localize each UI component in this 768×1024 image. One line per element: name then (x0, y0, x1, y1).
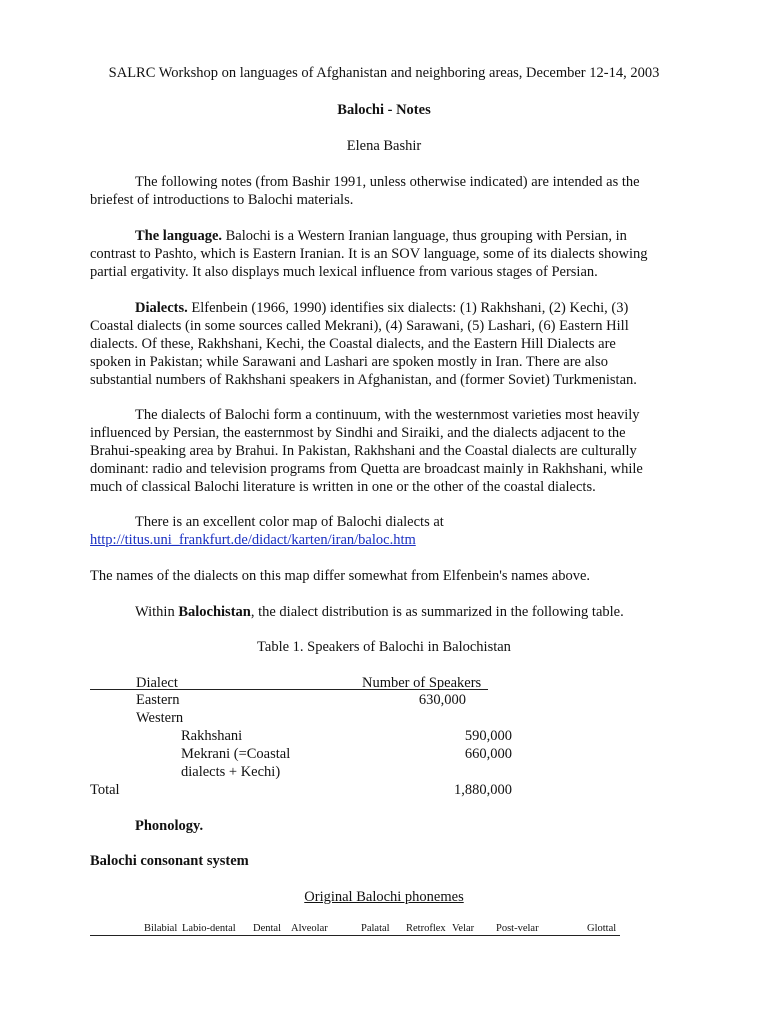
continuum-line-3: Brahui-speaking area by Brahui. In Pakistan, Rakhshani and the Coastal dialects are culturally (90, 443, 637, 459)
col-postvelar: Post-velar (496, 923, 539, 934)
table-rakhshani-value: 590,000 (464, 728, 512, 744)
map-link[interactable]: http://titus.uni_frankfurt.de/didact/karten/iran/baloc.htm (90, 532, 416, 548)
table-western-label: Western (136, 710, 184, 726)
col-palatal: Palatal (361, 923, 390, 934)
consonant-heading: Balochi consonant system (90, 853, 249, 869)
document-title: Balochi - Notes (337, 102, 431, 118)
table-eastern-value: 630,000 (418, 692, 466, 708)
col-velar: Velar (452, 923, 475, 934)
phonology-heading: Phonology. (135, 818, 204, 834)
table-col-dialect: Dialect (136, 675, 178, 691)
table-eastern-label: Eastern (136, 692, 180, 708)
table-caption: Table 1. Speakers of Balochi in Balochistan (257, 639, 511, 655)
map-line-1: There is an excellent color map of Balochi dialects at (135, 514, 444, 530)
language-text-1: Balochi is a Western Iranian language, thus grouping with Persian, in (222, 228, 627, 244)
author-name: Elena Bashir (346, 138, 422, 154)
continuum-line-2: influenced by Persian, the easternmost by Sindhi and Siraiki, and the dialects adjacent to the (90, 425, 626, 441)
dialects-line-1 (135, 299, 628, 317)
dialects-heading: Dialects. (135, 300, 188, 316)
dialects-line-5: substantial numbers of Rakhshani speakers in Afghanistan, and (former Soviet) Turkmenistan. (90, 372, 637, 388)
dialects-line-4: spoken in Pakistan; while Sarawani and Lashari are spoken mostly in Iran. There are also (90, 354, 608, 370)
within-line (135, 603, 624, 621)
table-mekrani-label-2: dialects + Kechi) (181, 764, 281, 780)
col-labiodental: Labio-dental (182, 923, 236, 934)
table-header-rule (90, 689, 488, 690)
intro-line-2: briefest of introductions to Balochi materials. (90, 192, 354, 208)
language-line-1 (135, 227, 627, 245)
intro-line-1: The following notes (from Bashir 1991, unless otherwise indicated) are intended as the (135, 174, 640, 190)
continuum-line-4: dominant: radio and television programs from Quetta are broadcast mainly in Rakhshani, while (90, 461, 643, 477)
language-heading: The language. (135, 228, 223, 244)
table-total-label: Total (90, 782, 120, 798)
continuum-line-1: The dialects of Balochi form a continuum, with the westernmost varieties most heavily (135, 407, 640, 423)
consonant-table-rule (90, 935, 620, 936)
within-prefix: Within (135, 604, 179, 620)
dialects-text-1: Elfenbein (1966, 1990) identifies six dialects: (1) Rakhshani, (2) Kechi, (3) (187, 300, 629, 316)
table-total-value: 1,880,000 (454, 782, 512, 798)
table-mekrani-value: 660,000 (464, 746, 512, 762)
continuum-line-5: much of classical Balochi literature is written in one or the other of the coastal dialects. (90, 479, 596, 495)
col-glottal: Glottal (587, 923, 617, 934)
within-bold: Balochistan (178, 604, 251, 620)
col-retroflex: Retroflex (406, 923, 446, 934)
table-col-speakers: Number of Speakers (362, 675, 482, 691)
col-alveolar: Alveolar (291, 923, 328, 934)
map-note: The names of the dialects on this map differ somewhat from Elfenbein's names above. (90, 568, 591, 584)
workshop-line: SALRC Workshop on languages of Afghanistan and neighboring areas, December 12-14, 2003 (108, 65, 660, 81)
within-suffix: , the dialect distribution is as summarized in the following table. (250, 604, 624, 620)
table-rakhshani-label: Rakhshani (181, 728, 243, 744)
table-mekrani-label-1: Mekrani (=Coastal (181, 746, 291, 762)
language-line-3: partial ergativity. It also displays much lexical influence from various stages of Persian. (90, 264, 598, 280)
dialects-line-2: Coastal dialects (in some sources called Mekrani), (4) Sarawani, (5) Lashari, (6) Eastern Hill (90, 318, 629, 334)
dialects-line-3: dialects. Of these, Rakhshani, Kechi, the Coastal dialects, and the Eastern Hill Dialects are (90, 336, 616, 352)
phonemes-caption: Original Balochi phonemes (304, 889, 464, 905)
language-line-2: contrast to Pashto, which is Eastern Iranian. It is an SOV language, some of its dialects showing (90, 246, 648, 262)
col-dental: Dental (253, 923, 281, 934)
col-bilabial: Bilabial (144, 923, 178, 934)
